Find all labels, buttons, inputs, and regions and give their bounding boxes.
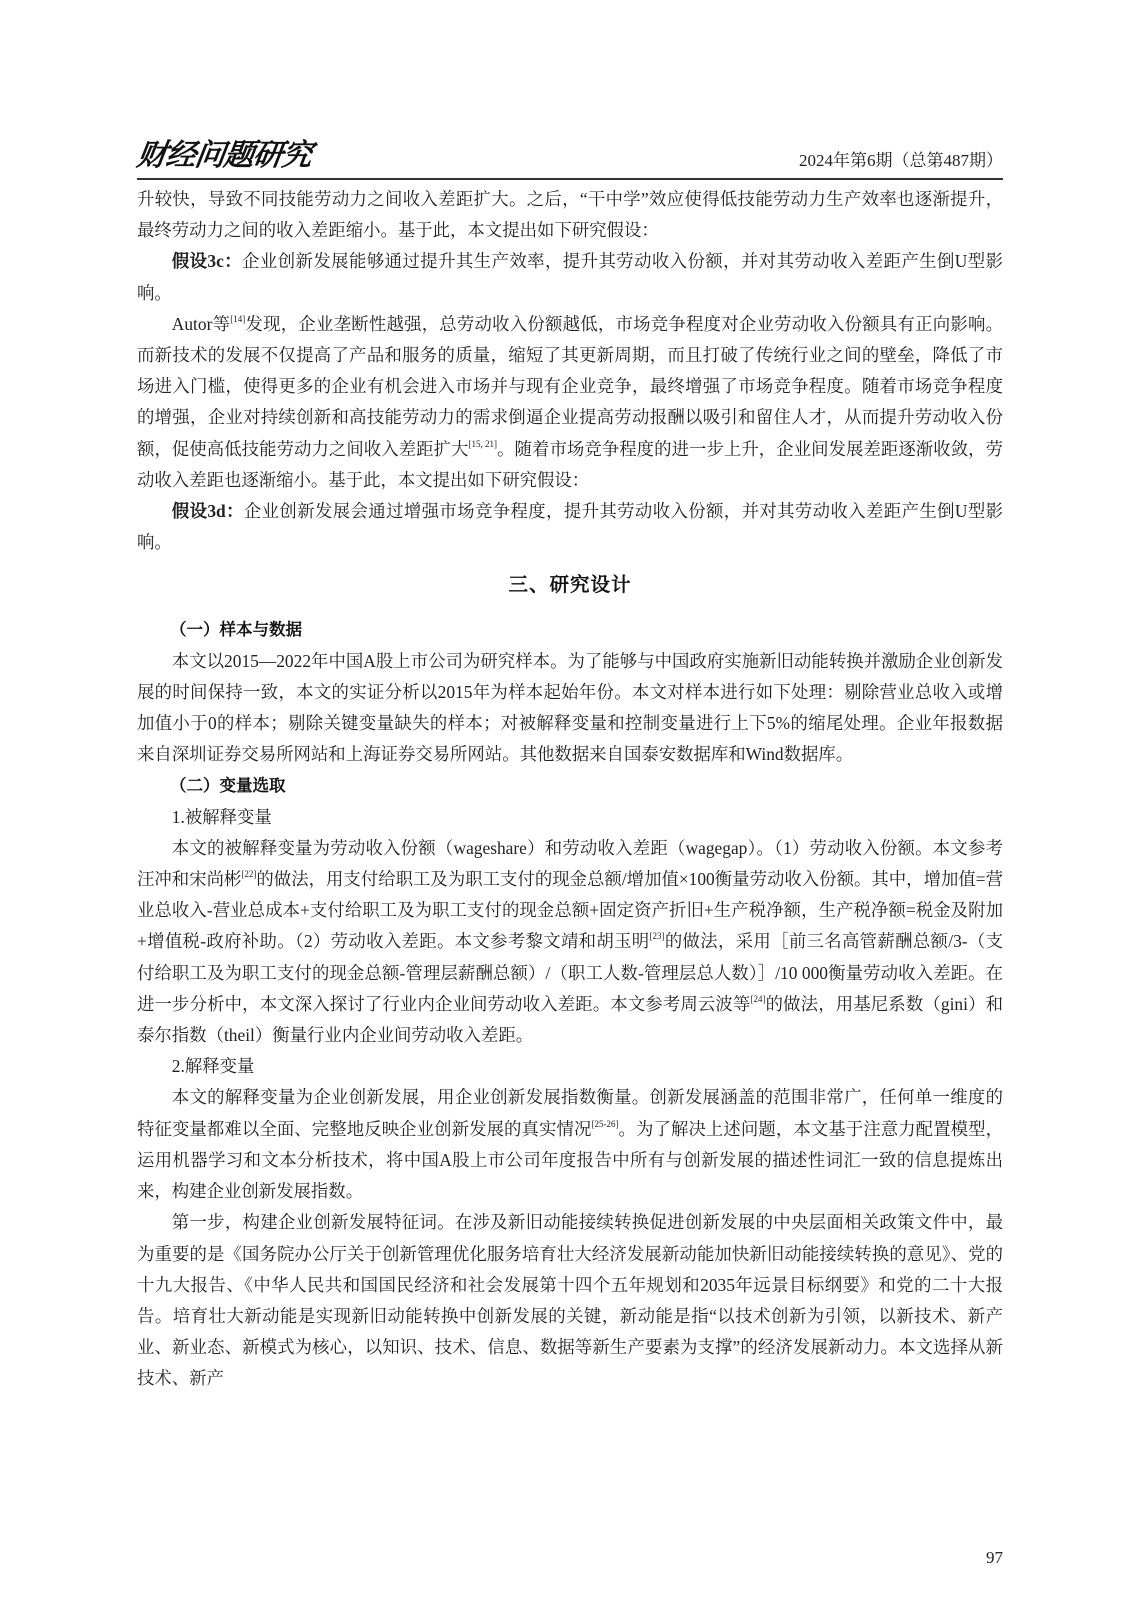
hypothesis-text: 企业创新发展会通过增强市场竞争程度，提升其劳动收入份额，并对其劳动收入差距产生倒U型影响。 [137,501,1003,553]
text-span: 的做法，采用［前三名高管薪酬总额/3-（支付给职工及为职工支付的现金总额-管理层薪酬总额）/（职工人数-管理层总人数）］/10 000衡量劳动收入差距。在进一步分析中，本文深入探讨了行业内企业间劳动收入差距。本文参考周云波等 [137,931,1003,1014]
journal-logo: 财经问题研究 [134,138,314,173]
paragraph [137,833,1003,1051]
text-span: 的做法，用支付给职工及为职工支付的现金总额/增加值×100衡量劳动收入份额。其中，增加值=营业总收入-营业总成本+支付给职工及为职工支付的现金总额+固定资产折旧+生产税净额，生产税净额=税金及附加+增值税-政府补助。（2）劳动收入差距。本文参考黎文靖和胡玉明 [137,869,1003,952]
text-span: 。为了解决上述问题，本文基于注意力配置模型，运用机器学习和文本分析技术，将中国A股上市公司年度报告中所有与创新发展的描述性词汇一致的信息提炼出来，构建企业创新发展指数。 [137,1118,1003,1202]
subsection-heading: （一）样本与数据 [170,620,302,640]
hypothesis-3c [137,246,1003,308]
page-number: 97 [986,1548,1003,1567]
citation: [23] [649,931,665,942]
hypothesis-3d [137,496,1003,558]
running-header [134,138,1003,178]
text-span: 的做法，用基尼系数（gini）和泰尔指数（theil）衡量行业内企业间劳动收入差距。 [137,993,1003,1046]
text-span: Autor等 [171,313,231,334]
hypothesis-text: 企业创新发展能够通过提升其生产效率，提升其劳动收入份额，并对其劳动收入差距产生倒U型影响。 [137,251,1003,303]
text-span: 。随着市场竞争程度的进一步上升，企业间发展差距逐渐收敛，劳动收入差距也逐渐缩小。基于此，本文提出如下研究假设： [137,438,1003,490]
sub-subsection-heading: 2.解释变量 [171,1056,255,1077]
header-rule [137,178,1003,180]
paragraph: 第一步，构建企业创新发展特征词。在涉及新旧动能接续转换促进创新发展的中央层面相关政策文件中，最为重要的是《国务院办公厅关于创新管理优化服务培育壮大经济发展新动能加快新旧动能接续转换的意见》、党的十九大报告、《中华人民共和国国民经济和社会发展第十四个五年规划和2035年远景目标纲要》和党的二十大报告。培育壮大新动能是实现新旧动能转换中创新发展的关键，新动能是指“以技术创新为引领，以新技术、新产业、新业态、新模式为核心，以知识、技术、信息、数据等新生产要素为支撑”的经济发展新动力。本文选择从新技术、新产 [137,1212,1003,1389]
text-span: 发现，企业垄断性越强，总劳动收入份额越低，市场竞争程度对企业劳动收入份额具有正向影响。而新技术的发展不仅提高了产品和服务的质量，缩短了其更新周期，而且打破了传统行业之间的壁垒，降低了市场进入门槛，使得更多的企业有机会进入市场并与现有企业竞争，最终增强了市场竞争程度。随着市场竞争程度的增强，企业对持续创新和高技能劳动力的需求倒逼企业提高劳动报酬以吸引和留住人才，从而提升劳动收入份额，促使高低技能劳动力之间收入差距扩大 [137,313,1003,459]
article-body [137,184,1003,1395]
subsection-heading: （二）变量选取 [170,776,286,796]
hypothesis-label: 假设3c： [171,251,243,272]
paragraph: 本文以2015—2022年中国A股上市公司为研究样本。为了能够与中国政府实施新旧动能转换并激励企业创新发展的时间保持一致，本文的实证分析以2015年为样本起始年份。本文对样本进行如下处理：剔除营业总收入或增加值小于0的样本；剔除关键变量缺失的样本；对被解释变量和控制变量进行上下5%的缩尾处理。企业年报数据来自深圳证券交易所网站和上海证券交易所网站。其他数据来自国泰安数据库和Wind数据库。 [137,650,1003,765]
text-span: 本文的解释变量为企业创新发展，用企业创新发展指数衡量。创新发展涵盖的范围非常广，任何单一维度的特征变量都难以全面、完整地反映企业创新发展的真实情况 [137,1087,1003,1139]
hypothesis-label: 假设3d： [171,501,244,522]
section-heading: 三、研究设计 [508,573,632,597]
issue-info: 2024年第6期（总第487期） [799,151,1003,170]
paragraph [137,309,1003,496]
paragraph [137,1082,1003,1207]
citation: [15, 21] [468,438,498,449]
citation: [25-26] [591,1118,619,1129]
citation: [24] [750,993,766,1004]
citation: [22] [241,869,257,880]
paragraph: 升较快，导致不同技能劳动力之间收入差距扩大。之后，“干中学”效应使得低技能劳动力生产效率也逐渐提升，最终劳动力之间的收入差距缩小。基于此，本文提出如下研究假设： [137,189,1003,241]
sub-subsection-heading: 1.被解释变量 [171,806,272,827]
text-span: 本文的被解释变量为劳动收入份额（wageshare）和劳动收入差距（wagegap）。（1）劳动收入份额。本文参考汪冲和宋尚彬 [137,837,1003,890]
citation: [14] [230,313,246,324]
